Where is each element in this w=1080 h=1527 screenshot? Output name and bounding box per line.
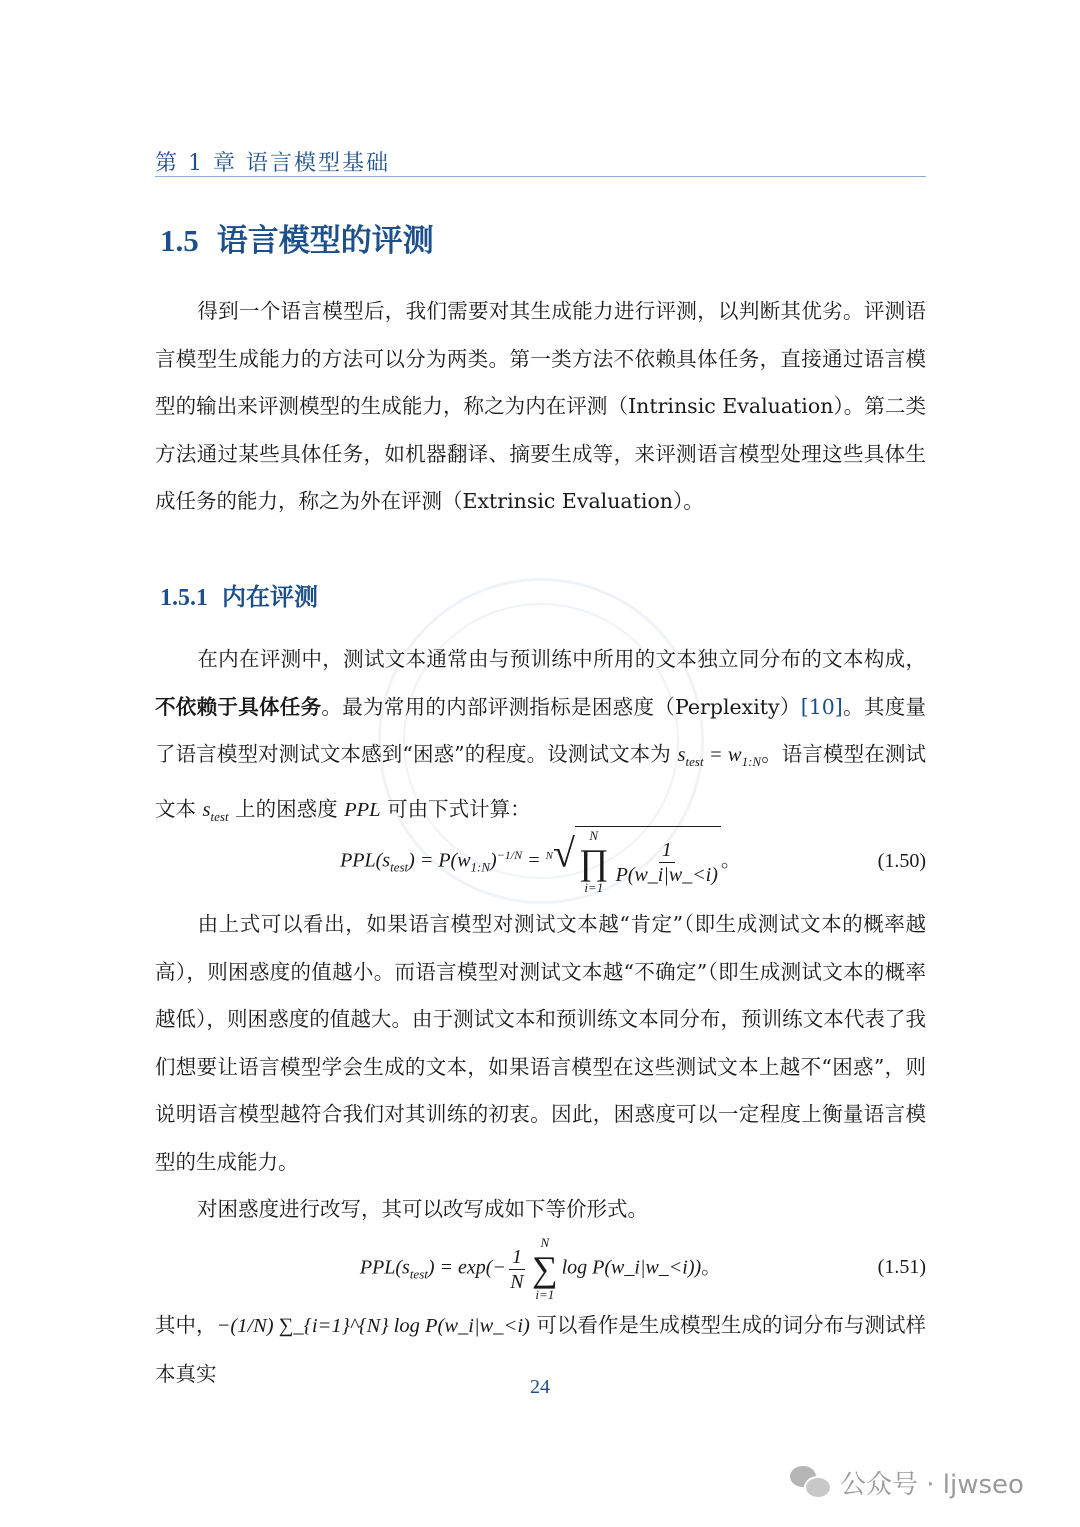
eq1-prod-upper: N (589, 828, 599, 843)
eq2-sum-lower: i=1 (535, 1287, 555, 1302)
subsection-title (160, 577, 318, 612)
eq1-mid-sub: 1:N (470, 859, 491, 875)
eq2-frac-num: 1 (509, 1245, 525, 1270)
math-s-test (677, 744, 762, 770)
eq2-mid: ) = exp(− (427, 1256, 506, 1279)
eq1-lhs-sub: test (390, 859, 409, 875)
math-s2: s (202, 798, 211, 821)
rewrite-text: 对困惑度进行改写，其可以改写成如下等价形式。 (197, 1197, 648, 1221)
intrinsic-text-5: 上的困惑度 (228, 796, 345, 821)
eq1-power: −1/N (496, 847, 523, 862)
intrinsic-bold-text: 不依赖于具体任务 (155, 694, 322, 719)
equation-1-50-body (155, 826, 926, 895)
eq2-lhs: PPL(s (359, 1256, 410, 1279)
math-sub-1n: 1:N (741, 754, 762, 770)
inline-log-sum: −(1/N) ∑_{i=1}^{N} log P(w_i|w_<i) (216, 1315, 530, 1337)
equation-1-50-tag: (1.50) (877, 850, 926, 872)
ppl-explanation-text: 由上式可以看出，如果语言模型对测试文本越“肯定”（即生成测试文本的概率越高），则困惑度的值越小。而语言模型对测试文本越“不确定”（即生成测试文本的概率越低），则困惑度的值越大。由于测试文本和预训练文本同分布，预训练文本代表了我们想要让语言模型学会生成的文本，如果语言模型在这些测试文本上越不“困惑”，则说明语言模型越符合我们对其训练的初衷。因此，困惑度可以一定程度上衡量语言模型的生成能力。 (155, 912, 926, 1174)
citation-link[interactable]: [10] (800, 694, 843, 719)
section-number: 1.5 (160, 223, 199, 258)
math-ppl: PPL (344, 798, 381, 821)
equation-1-50 (155, 822, 926, 896)
eq2-end: 。 (701, 1256, 722, 1279)
section-title-text: 语言模型的评测 (216, 223, 434, 259)
eq1-end: 。 (720, 849, 741, 872)
equation-1-51-body (155, 1236, 926, 1302)
math-eq-w: = w (703, 744, 742, 766)
running-head (155, 146, 926, 177)
eq1-frac-num: 1 (659, 838, 675, 863)
equation-1-51 (155, 1232, 926, 1302)
math-sub-test-2: test (210, 808, 229, 824)
eq1-frac-den: P(w_i|w_<i) (615, 863, 718, 886)
rewrite-paragraph (155, 1186, 926, 1234)
eq1-prod-lower: i=1 (584, 880, 604, 895)
footer-label: 公众号 · ljwseo (840, 1469, 1024, 1500)
page-number: 24 (530, 1376, 550, 1398)
intrinsic-paragraph (155, 636, 926, 840)
wechat-icon (790, 1466, 830, 1498)
eq2-frac-den: N (510, 1270, 524, 1293)
eq1-fraction (616, 838, 718, 887)
eq1-product (579, 829, 609, 895)
eq1-root-index: N (545, 849, 553, 862)
cross-entropy-text-1: 其中， (155, 1313, 217, 1337)
math-sub-test: test (685, 754, 704, 770)
eq2-lhs-sub: test (409, 1266, 428, 1282)
eq1-eqsign: = (522, 849, 546, 872)
intrinsic-text-4: 。语言模型在测试文本 (155, 742, 926, 821)
math-s-test-2 (202, 798, 229, 824)
intrinsic-text-2: 。最为常用的内部评测指标是困惑度（Perplexity） (321, 694, 801, 719)
intrinsic-text-1: 在内在评测中，测试文本通常由与预训练中所用的文本独立同分布的文本构成， (197, 647, 926, 671)
ppl-explanation-paragraph (155, 901, 926, 1186)
product-icon: ∏ (578, 842, 609, 882)
cross-entropy-text-2: 可以看作是生成模型生成的词分布与测试样本真实 (155, 1313, 927, 1386)
subsection-title-text: 内在评测 (222, 582, 318, 611)
intrinsic-text-6: 可由下式计算： (380, 796, 531, 821)
intro-text: 得到一个语言模型后，我们需要对其生成能力进行评测，以判断其优劣。评测语言模型生成能力的方法可以分为两类。第一类方法不依赖具体任务，直接通过语言模型的输出来评测模型的生成能力，称之为内在评测（Intrinsic Evaluation）。第二类方法通过某些具体任务，如机器翻译、摘要生成等，来评测语言模型处理这些具体生成任务的能力，称之为外在评测（Extrinsic Evaluation）。 (155, 299, 926, 513)
eq1-lhs: PPL(s (340, 849, 391, 872)
section-title (160, 215, 434, 260)
wechat-footer (790, 1462, 1024, 1502)
running-head-text: 第 1 章 语言模型基础 (155, 151, 390, 176)
eq1-radicand (575, 826, 721, 895)
eq1-close-paren: ) (490, 849, 497, 872)
eq2-sum-upper: N (540, 1235, 550, 1250)
equation-1-51-tag: (1.51) (877, 1256, 926, 1278)
eq2-sum (532, 1236, 558, 1302)
summation-icon: ∑ (531, 1249, 558, 1289)
eq2-fraction (509, 1245, 525, 1294)
eq2-rest: log P(w_i|w_<i)) (561, 1256, 702, 1279)
radical-icon: √ (552, 830, 575, 876)
subsection-number: 1.5.1 (160, 585, 208, 611)
intro-paragraph (155, 288, 926, 526)
math-s: s (677, 744, 686, 766)
intrinsic-text-3: 。其度量了语言模型对测试文本感到“困惑”的程度。设测试文本为 (155, 694, 927, 766)
eq1-mid: ) = P(w (408, 849, 471, 872)
